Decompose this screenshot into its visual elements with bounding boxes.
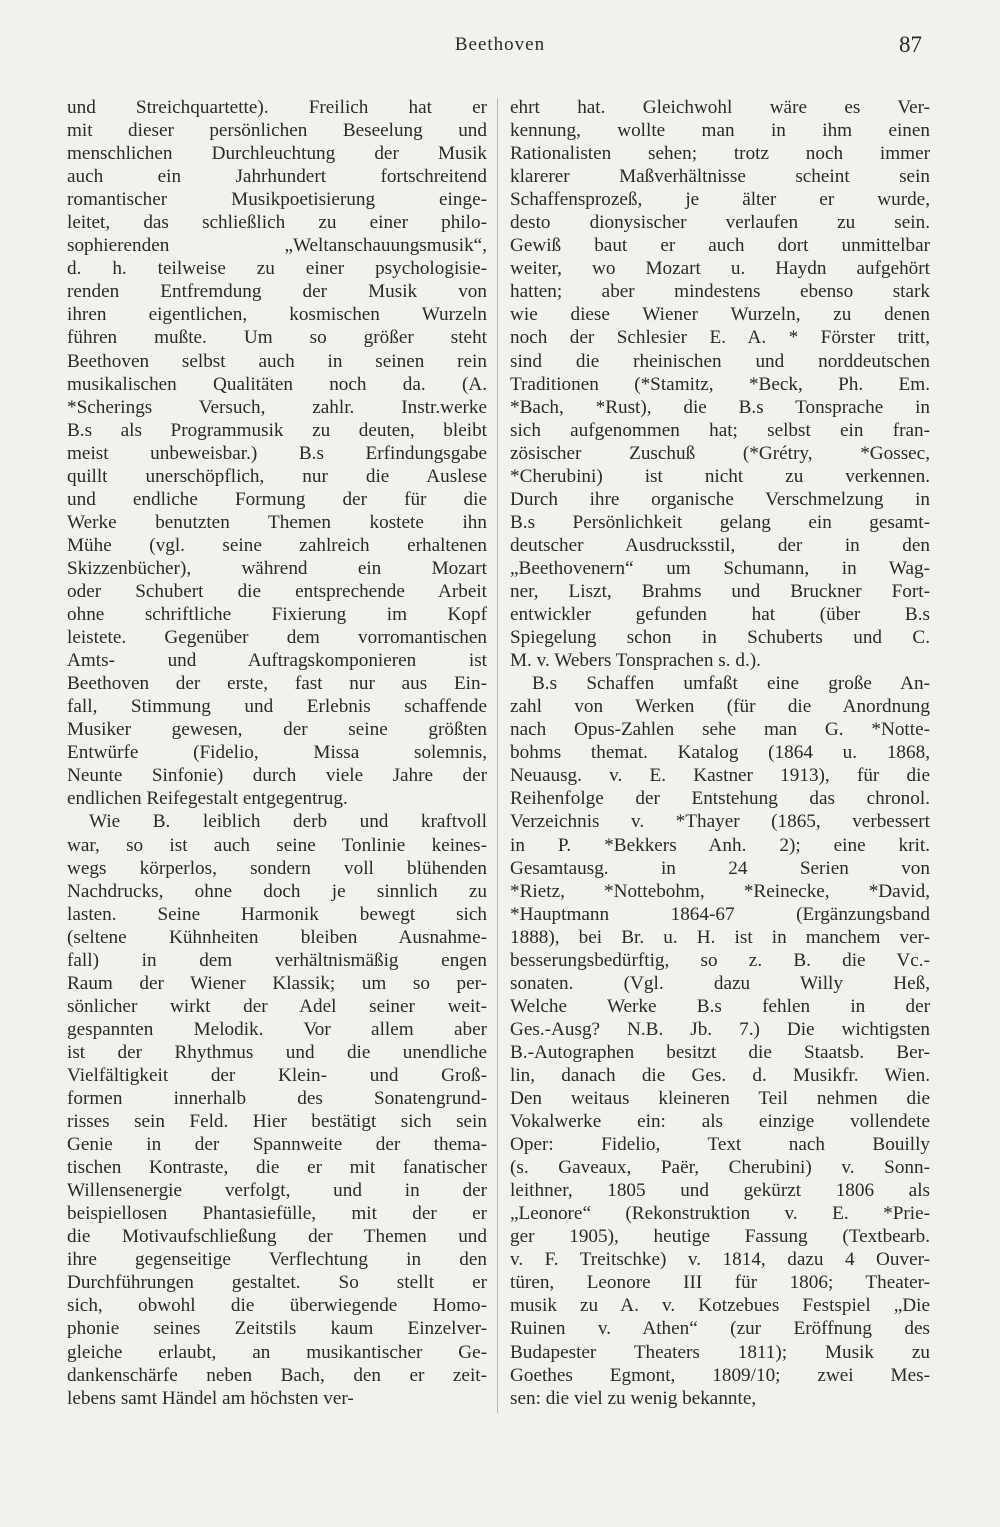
text-line: ger 1905), heutige Fassung (Textbearb. — [510, 1226, 930, 1248]
text-line: oder Schubert die entsprechende Arbeit — [67, 580, 487, 602]
text-line: *Cherubini) ist nicht zu verkennen. — [510, 465, 930, 487]
text-line: ist der Rhythmus und die unendliche — [67, 1041, 487, 1063]
text-line: Nachdrucks, ohne doch je sinnlich zu — [67, 880, 487, 902]
text-line: besserungsbedürftig, so z. B. die Vc.- — [510, 949, 930, 971]
text-line: Raum der Wiener Klassik; um so per- — [67, 972, 487, 994]
text-line: sich, obwohl die überwiegende Homo- — [67, 1295, 487, 1317]
text-line: lasten. Seine Harmonik bewegt sich — [67, 903, 487, 925]
text-line: Wie B. leiblich derb und kraftvoll — [89, 811, 487, 833]
text-line: Budapester Theaters 1811); Musik zu — [510, 1341, 930, 1363]
text-line: menschlichen Durchleuchtung der Musik — [67, 143, 487, 165]
text-line: lebens samt Händel am höchsten ver- — [67, 1387, 354, 1409]
text-line: Durchführungen gestaltet. So stellt er — [67, 1272, 487, 1294]
text-line: zösischer Zuschuß (*Grétry, *Gossec, — [510, 442, 930, 464]
text-line: meist unbeweisbar.) B.s Erfindungsgabe — [67, 442, 487, 464]
text-line: weiter, wo Mozart u. Haydn aufgehört — [510, 258, 930, 280]
text-line: B.s Persönlichkeit gelang ein gesamt- — [510, 511, 930, 533]
right-text-column — [510, 96, 930, 1410]
text-line: sophierenden „Weltanschauungsmusik“, — [67, 235, 487, 257]
text-line: nach Opus-Zahlen sehe man G. *Notte- — [510, 719, 930, 741]
text-line: lin, danach die Ges. d. Musikfr. Wien. — [510, 1064, 930, 1086]
text-line: sonaten. (Vgl. dazu Willy Heß, — [510, 972, 930, 994]
text-line: Beethoven der erste, fast nur aus Ein- — [67, 673, 487, 695]
text-line: türen, Leonore III für 1806; Theater- — [510, 1272, 930, 1294]
text-line: formen innerhalb des Sonatengrund- — [67, 1088, 487, 1110]
text-line: hatten; aber mindestens ebenso stark — [510, 281, 930, 303]
text-line: entwickler gefunden hat (über B.s — [510, 604, 930, 626]
text-line: dankenschärfe neben Bach, den er zeit- — [67, 1364, 487, 1386]
text-line: sönlicher wirkt der Adel seiner weit- — [67, 995, 487, 1017]
text-line: leistete. Gegenüber dem vorromantischen — [67, 627, 487, 649]
text-line: Vokalwerke ein: als einzige vollendete — [510, 1111, 930, 1133]
text-line: Durch ihre organische Verschmelzung in — [510, 488, 930, 510]
text-line: bohms themat. Katalog (1864 u. 1868, — [510, 742, 930, 764]
text-line: Traditionen (*Stamitz, *Beck, Ph. Em. — [510, 373, 930, 395]
text-line: (seltene Kühnheiten bleiben Ausnahme- — [67, 926, 487, 948]
text-line: desto dionysischer verlaufen zu sein. — [510, 212, 930, 234]
text-line: ner, Liszt, Brahms und Bruckner Fort- — [510, 580, 930, 602]
text-line: ihren eigentlichen, kosmischen Wurzeln — [67, 304, 487, 326]
page-number: 87 — [899, 32, 922, 57]
text-line: wie diese Wiener Wurzeln, zu denen — [510, 304, 930, 326]
text-line: klarerer Maßverhältnisse scheint sein — [510, 166, 930, 188]
text-line: kennung, wollte man in ihm einen — [510, 120, 930, 142]
text-line: endlichen Reifegestalt entgegentrug. — [67, 788, 348, 810]
text-line: Verzeichnis v. *Thayer (1865, verbessert — [510, 811, 930, 833]
text-line: romantischer Musikpoetisierung einge- — [67, 189, 487, 211]
text-line: die Motivaufschließung der Themen und — [67, 1226, 487, 1248]
text-line: führen mußte. Um so größer steht — [67, 327, 487, 349]
text-line: Rationalisten sehen; trotz noch immer — [510, 143, 930, 165]
text-line: ehrt hat. Gleichwohl wäre es Ver- — [510, 97, 930, 118]
text-line: risses sein Feld. Hier bestätigt sich sein — [67, 1111, 487, 1133]
running-header-title: Beethoven — [454, 34, 546, 55]
text-line: ohne schriftliche Fixierung im Kopf — [67, 604, 487, 626]
text-line: leithner, 1805 und gekürzt 1806 als — [510, 1180, 930, 1202]
text-line: Spiegelung schon in Schuberts und C. — [510, 627, 930, 649]
text-line: gespannten Melodik. Vor allem aber — [67, 1018, 487, 1040]
text-line: Skizzenbücher), während ein Mozart — [67, 557, 487, 579]
text-line: sind die rheinischen und norddeutschen — [510, 350, 930, 372]
text-line: Schaffensprozeß, je älter er wurde, — [510, 189, 930, 211]
text-line: fall) in dem verhältnismäßig engen — [67, 949, 487, 971]
text-line: B.-Autographen besitzt die Staatsb. Ber- — [510, 1041, 930, 1063]
text-line: musik zu A. v. Kotzebues Festspiel „Die — [510, 1295, 930, 1317]
text-line: deutscher Ausdrucksstil, der in den — [510, 534, 930, 556]
text-line: und Streichquartette). Freilich hat er — [67, 97, 487, 118]
text-line: Entwürfe (Fidelio, Missa solemnis, — [67, 742, 487, 764]
text-line: gleiche erlaubt, an musikantischer Ge- — [67, 1341, 487, 1363]
text-line: und endliche Formung der für die — [67, 488, 487, 510]
text-line: ihre gegenseitige Verflechtung in den — [67, 1249, 487, 1271]
text-line: B.s Schaffen umfaßt eine große An- — [532, 673, 930, 695]
text-line: *Hauptmann 1864-67 (Ergänzungsband — [510, 903, 930, 925]
text-line: Welche Werke B.s fehlen in der — [510, 995, 930, 1017]
text-line: *Scherings Versuch, zahlr. Instr.werke — [67, 396, 487, 418]
text-line: Oper: Fidelio, Text nach Bouilly — [510, 1134, 930, 1156]
text-line: Vielfältigkeit der Klein- und Groß- — [67, 1064, 487, 1086]
left-text-column — [67, 96, 487, 1410]
text-line: Werke benutzten Themen kostete ihn — [67, 511, 487, 533]
text-line: sen: die viel zu wenig bekannte, — [510, 1387, 757, 1409]
text-line: Goethes Egmont, 1809/10; zwei Mes- — [510, 1364, 930, 1386]
text-line: auch ein Jahrhundert fortschreitend — [67, 166, 487, 188]
text-line: zahl von Werken (für die Anordnung — [510, 696, 930, 718]
text-line: Genie in der Spannweite der thema- — [67, 1134, 487, 1156]
text-line: mit dieser persönlichen Beseelung und — [67, 120, 487, 142]
text-line: B.s als Programmusik zu deuten, bleibt — [67, 419, 487, 441]
text-line: Gewiß baut er auch dort unmittelbar — [510, 235, 930, 257]
text-line: phonie seines Zeitstils kaum Einzelver- — [67, 1318, 487, 1340]
text-line: beispiellosen Phantasiefülle, mit der er — [67, 1203, 487, 1225]
text-line: v. F. Treitschke) v. 1814, dazu 4 Ouver- — [510, 1249, 930, 1271]
text-line: „Beethovenern“ um Schumann, in Wag- — [510, 557, 930, 579]
text-line: tischen Kontraste, die er mit fanatischer — [67, 1157, 487, 1179]
text-line: musikalischen Qualitäten noch da. (A. — [67, 373, 487, 395]
text-line: wegs körperlos, sondern voll blühenden — [67, 857, 487, 879]
text-line: Den weitaus kleineren Teil nehmen die — [510, 1088, 930, 1110]
text-line: Mühe (vgl. seine zahlreich erhaltenen — [67, 534, 487, 556]
text-line: Neuausg. v. E. Kastner 1913), für die — [510, 765, 930, 787]
text-line: war, so ist auch seine Tonlinie keines- — [67, 834, 487, 856]
text-line: 1888), bei Br. u. H. ist in manchem ver- — [510, 926, 930, 948]
text-line: fall, Stimmung und Erlebnis schaffende — [67, 696, 487, 718]
text-line: in P. *Bekkers Anh. 2); eine krit. — [510, 834, 930, 856]
text-line: Amts- und Auftragskomponieren ist — [67, 650, 487, 672]
text-line: Gesamtausg. in 24 Serien von — [510, 857, 930, 879]
text-line: noch der Schlesier E. A. * Förster tritt, — [510, 327, 930, 349]
text-line: leitet, das schließlich zu einer philo- — [67, 212, 487, 234]
text-line: *Bach, *Rust), die B.s Tonsprache in — [510, 396, 930, 418]
text-line: Ges.-Ausg? N.B. Jb. 7.) Die wichtigsten — [510, 1018, 930, 1040]
text-line: Willensenergie verfolgt, und in der — [67, 1180, 487, 1202]
text-line: quillt unerschöpflich, nur die Auslese — [67, 465, 487, 487]
text-line: „Leonore“ (Rekonstruktion v. E. *Prie- — [510, 1203, 930, 1225]
text-line: Musiker gewesen, der seine größten — [67, 719, 487, 741]
text-line: (s. Gaveaux, Paër, Cherubini) v. Sonn- — [510, 1157, 930, 1179]
text-line: *Rietz, *Nottebohm, *Reinecke, *David, — [510, 880, 930, 902]
text-line: renden Entfremdung der Musik von — [67, 281, 487, 303]
text-line: Reihenfolge der Entstehung das chronol. — [510, 788, 930, 810]
text-line: Beethoven selbst auch in seinen rein — [67, 350, 487, 372]
text-line: Neunte Sinfonie) durch viele Jahre der — [67, 765, 487, 787]
text-line: d. h. teilweise zu einer psychologisie- — [67, 258, 487, 280]
text-line: Ruinen v. Athen“ (zur Eröffnung des — [510, 1318, 930, 1340]
column-divider — [497, 98, 498, 1413]
text-line: sich aufgenommen hat; selbst ein fran- — [510, 419, 930, 441]
text-line: M. v. Webers Tonsprachen s. d.). — [510, 650, 761, 672]
